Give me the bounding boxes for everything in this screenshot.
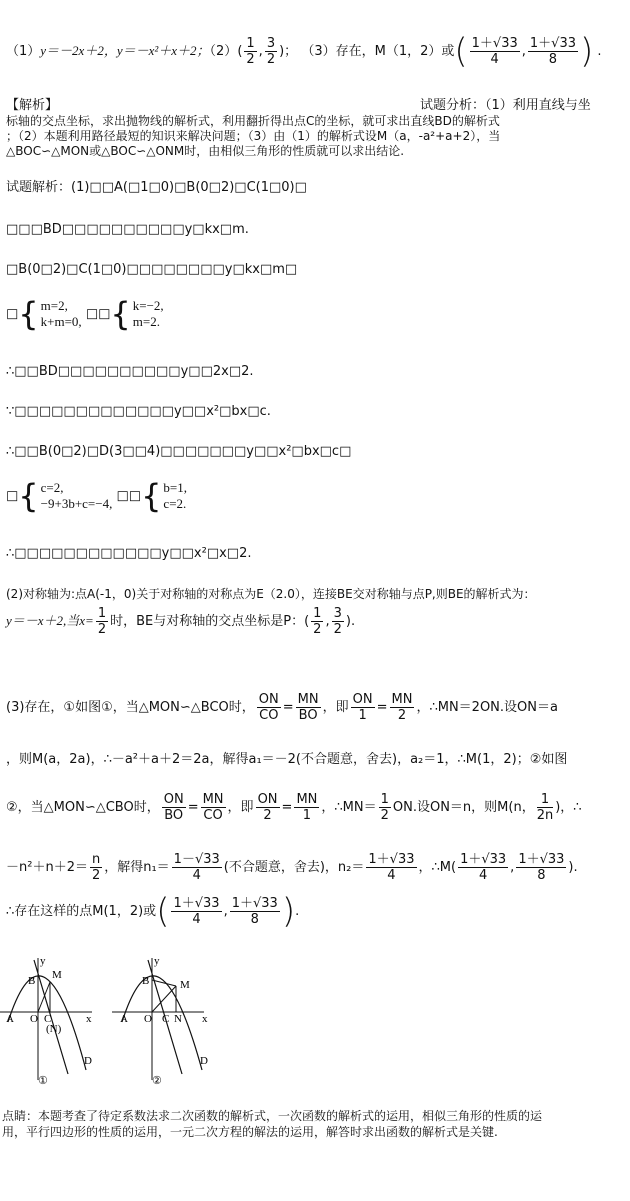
figure-2-caption: ② bbox=[152, 1075, 162, 1087]
answer-part1-label: （1） bbox=[6, 44, 41, 59]
comment-line1: 点睛：本题考查了待定系数法求二次函数的解析式，一次函数的解析式的运用，相似三角形的性质的运 bbox=[2, 1109, 543, 1123]
equation-system-1: □{ m=2, k+m=0, □□{ k=−2, m=2. bbox=[6, 295, 164, 333]
fig2-label-m: M bbox=[180, 979, 190, 991]
fig1-label-b: B bbox=[28, 975, 36, 987]
fig1-label-o: O bbox=[30, 1013, 38, 1025]
figure-1 bbox=[0, 950, 120, 1090]
fig2-label-y: y bbox=[154, 955, 160, 967]
answer-m: M（1，2）或 bbox=[374, 44, 455, 59]
solution-part3-line4: －n²＋n＋2＝ $\frac{n}{2}$ ，解得n₁＝ $\frac{1-√33}{4}$ (不合题意，舍去)，n₂＝ $\frac{1+√33}{4}$ ，∴M( $\frac{1+√33}{4}$ , $\frac{1+√33}{8}$ ). bbox=[6, 852, 578, 883]
analysis-line4: △BOC∽△MON或△BOC∽△ONM时，由相似三角形的性质就可以求出结论. bbox=[6, 144, 405, 158]
answer-part2-label: （2） bbox=[209, 44, 238, 59]
segment-om bbox=[152, 986, 176, 1012]
fraction: $\frac{1+√33}{8}$ bbox=[529, 36, 576, 67]
solution-line: ∴□□BD□□□□□□□□□□y□□2x□2. bbox=[6, 364, 254, 379]
analysis-line2: 标轴的交点坐标，求出抛物线的解析式，利用翻折得出点C的坐标，就可求出直线BD的解析式 bbox=[6, 114, 500, 128]
answer-eq1: y＝－2x＋2，y＝－x²＋x＋2； bbox=[40, 43, 210, 58]
fig2-label-x: x bbox=[202, 1013, 208, 1025]
fig2-label-d: D bbox=[200, 1055, 208, 1067]
fraction: $\frac{3}{2}$ bbox=[266, 36, 276, 67]
solution-line: □B(0□2)□C(1□0)□□□□□□□□y□kx□m□ bbox=[6, 262, 298, 277]
fig1-label-n: (N) bbox=[46, 1023, 62, 1035]
fig1-label-a: A bbox=[6, 1013, 14, 1025]
solution-line: □□□BD□□□□□□□□□□y□kx□m. bbox=[6, 222, 249, 237]
answer-part3: （3）存在， bbox=[301, 44, 375, 59]
analysis-line1: 试题分析：（1）利用直线与坐 bbox=[420, 98, 591, 113]
analysis-line3: ；（2）本题利用路径最短的知识来解决问题；（3）由（1）的解析式设M（a，-a²+a+2），当 bbox=[6, 129, 501, 143]
solution-line: ∵□□□□□□□□□□□□□y□□x²□bx□c. bbox=[6, 404, 271, 419]
fig1-label-c: C bbox=[44, 1013, 52, 1025]
figure-2 bbox=[112, 950, 222, 1090]
solution-line: ∴□□□□□□□□□□□□y□□x²□x□2. bbox=[6, 546, 252, 561]
analysis-tag: 【解析】 bbox=[6, 98, 59, 113]
fig2-label-n: N bbox=[174, 1013, 182, 1025]
fig1-label-x: x bbox=[86, 1013, 92, 1025]
fig2-label-b: B bbox=[142, 975, 150, 987]
equation-system-2: □{ c=2, −9+3b+c=−4, □□{ b=1, c=2. bbox=[6, 477, 188, 515]
fig1-label-d: D bbox=[84, 1055, 92, 1067]
fig2-label-a: A bbox=[120, 1013, 128, 1025]
fig1-label-y: y bbox=[40, 955, 46, 967]
comment-line2: 用，平行四边形的性质的运用，一元二次方程的解法的运用，解答时求出函数的解析式是关键. bbox=[2, 1125, 498, 1139]
fig2-label-o: O bbox=[144, 1013, 152, 1025]
solution-part3-conclusion: ∴存在这样的点M(1，2)或( $\frac{1+√33}{4}$ , $\frac{1+√33}{8}$ ). bbox=[6, 891, 300, 932]
answer-line: （1）y＝－2x＋2，y＝－x²＋x＋2；（2）( $\frac{1}{2}$ , $\frac{3}{2}$ )； （3）存在，M（1，2）或( $\frac{1+√33}{4}$ , $\frac{1+√33}{8}$ ) . bbox=[6, 31, 602, 72]
fig2-label-c: C bbox=[162, 1013, 170, 1025]
fraction: $\frac{1+√33}{4}$ bbox=[471, 36, 518, 67]
fraction: $\frac{1}{2}$ bbox=[246, 36, 255, 67]
solution-part3-line1: (3)存在，①如图①，当△MON∽△BCO时， $\frac{ON}{CO}$ = $\frac{MN}{BO}$ ，即 $\frac{ON}{1}$ = $\frac{MN}{2}$ ，∴MN＝2ON.设ON＝a bbox=[6, 692, 558, 723]
figure-1-caption: ① bbox=[38, 1075, 48, 1087]
solution-line: ∴□□B(0□2)□D(3□□4)□□□□□□□y□□x²□bx□c□ bbox=[6, 444, 352, 459]
solution-line: 试题解析：(1)□□A(□1□0)□B(0□2)□C(1□0)□ bbox=[6, 180, 307, 195]
solution-part3-line2: ，则M(a，2a)，∴－a²＋a＋2＝2a，解得a₁＝－2(不合题意，舍去)，a₂＝1，∴M(1，2)；②如图 bbox=[6, 752, 568, 767]
solution-part2-line2: y＝－x＋2,当x= $\frac{1}{2}$ 时，BE与对称轴的交点坐标是P：( $\frac{1}{2}$ , $\frac{3}{2}$ ). bbox=[6, 606, 356, 637]
fig1-label-m: M bbox=[52, 969, 62, 981]
solution-part2: (2)对称轴为:点A(-1，0)关于对称轴的对称点为E（2.0），连接BE交对称轴与点P,则BE的解析式为： bbox=[6, 587, 536, 601]
solution-part3-line3: ②，当△MON∽△CBO时， $\frac{ON}{BO}$ = $\frac{MN}{CO}$ ，即 $\frac{ON}{2}$ = $\frac{MN}{1}$ ，∴MN＝ $\frac{1}{2}$ ON.设ON＝n，则M(n， $\frac{1}{2n}$ )，∴ bbox=[6, 792, 582, 823]
